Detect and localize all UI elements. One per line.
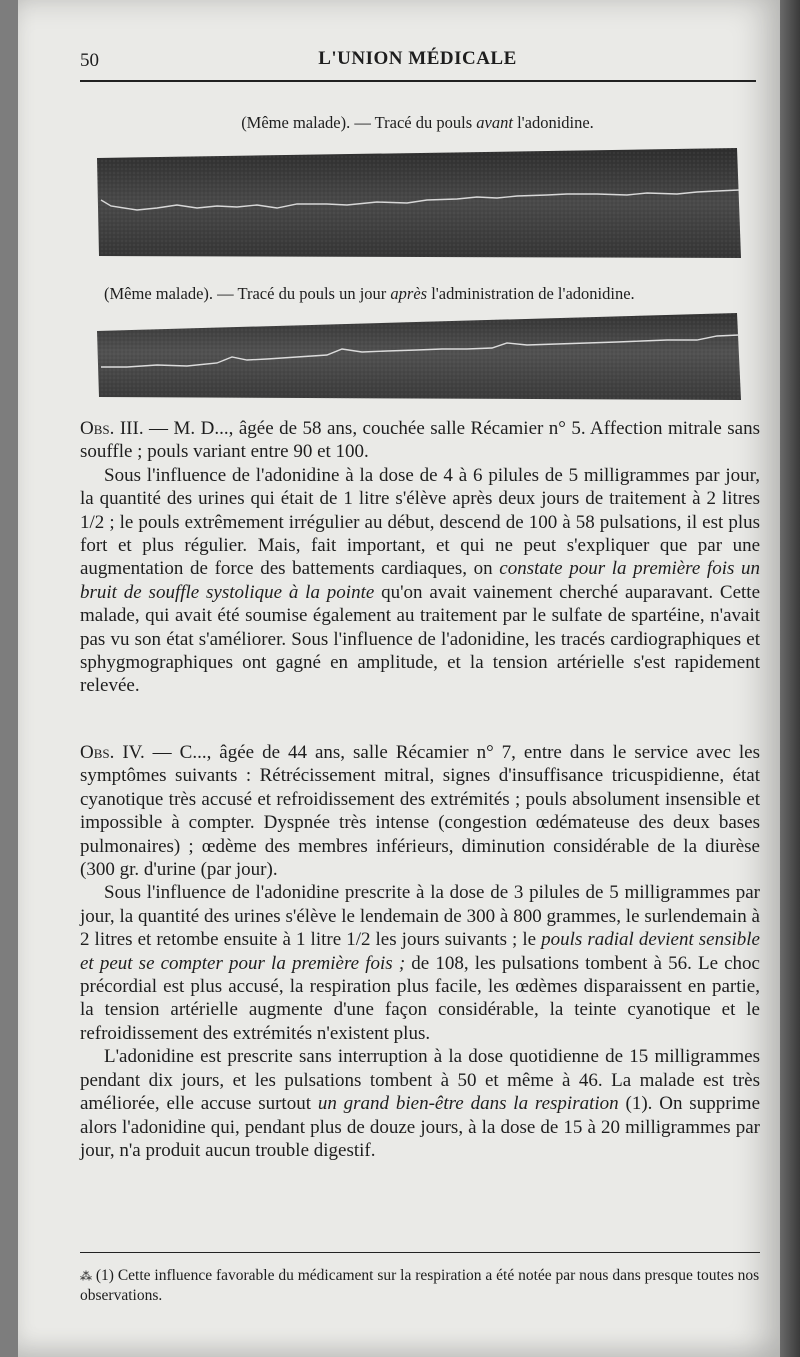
header-rule [80, 80, 756, 82]
paragraph-text: qu'on avait vainement cherché auparavant. Cette malade, qui avait été soumise également au traitement par le sulfate de spartéine, n'avait pas vu son état s'améliorer. Sous l'influence de l'adonidine, les tracés cardiographiques et sphygmographiques ont gagné en amplitude, et la tension artérielle s'est rapidement relevée. [80, 581, 761, 697]
observation-4-paragraph [80, 1045, 760, 1162]
footnote-mark: ⁂ [80, 1269, 92, 1283]
observation-3 [80, 417, 760, 698]
observation-4-intro [80, 741, 760, 881]
emphasis-text: un grand bien-être dans la respiration [317, 1093, 619, 1115]
pulse-trace-after [97, 313, 741, 400]
paragraph-text: de 108, les pulsations tombent à 56. Le choc précordial est plus accusé, la respiration plus facile, les œdèmes disparaissent en partie, la tension artérielle augmente d'une façon considérable, la teinte cyanotique et le refroidissement des extrémités n'existent plus. [80, 952, 760, 1044]
footnote-text: (1) Cette influence favorable du médicament sur la respiration a été notée par nous dans presque toutes nos observations. [80, 1267, 760, 1304]
caption-text: (Même malade). — Tracé du pouls [241, 113, 477, 132]
page-header [80, 48, 755, 78]
observation-3-intro [80, 417, 760, 464]
emphasis-text: pouls radial devient sensible et peut se compter pour la première fois ; [80, 929, 760, 974]
pulse-trace-before [97, 148, 741, 258]
footnote-rule [80, 1252, 760, 1253]
footnote [80, 1266, 760, 1306]
journal-title: L'UNION MÉDICALE [318, 48, 517, 69]
paragraph-text: L'adonidine est prescrite sans interruption à la dose quotidienne de 15 milligrammes pendant dix jours, et les pulsations tombent à 50 et même à 46. La malade est très améliorée, elle accuse surtout [80, 1046, 760, 1115]
page-edge-shadow [780, 0, 800, 1357]
caption-emphasis: après [390, 284, 428, 303]
page-number: 50 [80, 50, 99, 71]
observation-label: Obs. III. [80, 418, 144, 439]
caption-text: l'administration de l'adonidine. [427, 284, 635, 303]
caption-text: l'adonidine. [512, 113, 594, 132]
caption-emphasis: avant [476, 113, 513, 132]
paragraph-text: Sous l'influence de l'adonidine à la dose de 4 à 6 pilules de 5 milligrammes par jour, la quantité des urines qui était de 1 litre s'élève après deux jours de traitement à 2 litres 1/2 ; le pouls extrêmement irrégulier au début, descend de 100 à 58 pulsations, il est plus fort et plus régulier. Mais, fait important, et qui ne peut s'expliquer que par une augmentation de force des battements cardiaques, on [80, 464, 760, 580]
paragraph-text: — C..., âgée de 44 ans, salle Récamier n° 7, entre dans le service avec les symptômes suivants : Rétrécissement mitral, signes d'insuffisance tricuspidienne, état cyanotique très accusé et refroidissement des extrémités ; pouls absolument insensible et impossible à compter. Dyspnée très intense (congestion œdémateuse des deux bases pulmonaires) ; œdème des membres inférieurs, diminution considérable de la diurèse (300 gr. d'urine (par jour). [80, 742, 760, 881]
emphasis-text: constate pour la première fois un bruit de souffle systolique à la pointe [80, 558, 760, 603]
observation-label: Obs. IV. [80, 742, 145, 763]
observation-3-paragraph [80, 464, 760, 698]
paragraph-text: (1). On supprime alors l'adonidine qui, pendant plus de douze jours, à la dose de 15 à 20 milligrammes par jour, n'a produit aucun trouble digestif. [80, 1093, 761, 1161]
caption-text: (Même malade). — Tracé du pouls un jour [104, 284, 391, 303]
figure-caption-before [0, 113, 800, 133]
paragraph-text: — M. D..., âgée de 58 ans, couchée salle Récamier n° 5. Affection mitrale sans souffle ; pouls variant entre 90 et 100. [80, 418, 760, 463]
observation-4 [80, 741, 760, 1162]
paragraph-text: Sous l'influence de l'adonidine prescrite à la dose de 3 pilules de 5 milligrammes par jour, la quantité des urines s'élève le lendemain de 300 à 800 grammes, le surlendemain à 2 litres et retombe ensuite à 1 litre 1/2 les jours suivants ; le [80, 882, 760, 951]
observation-4-paragraph [80, 881, 760, 1045]
figure-caption-after [104, 284, 635, 304]
